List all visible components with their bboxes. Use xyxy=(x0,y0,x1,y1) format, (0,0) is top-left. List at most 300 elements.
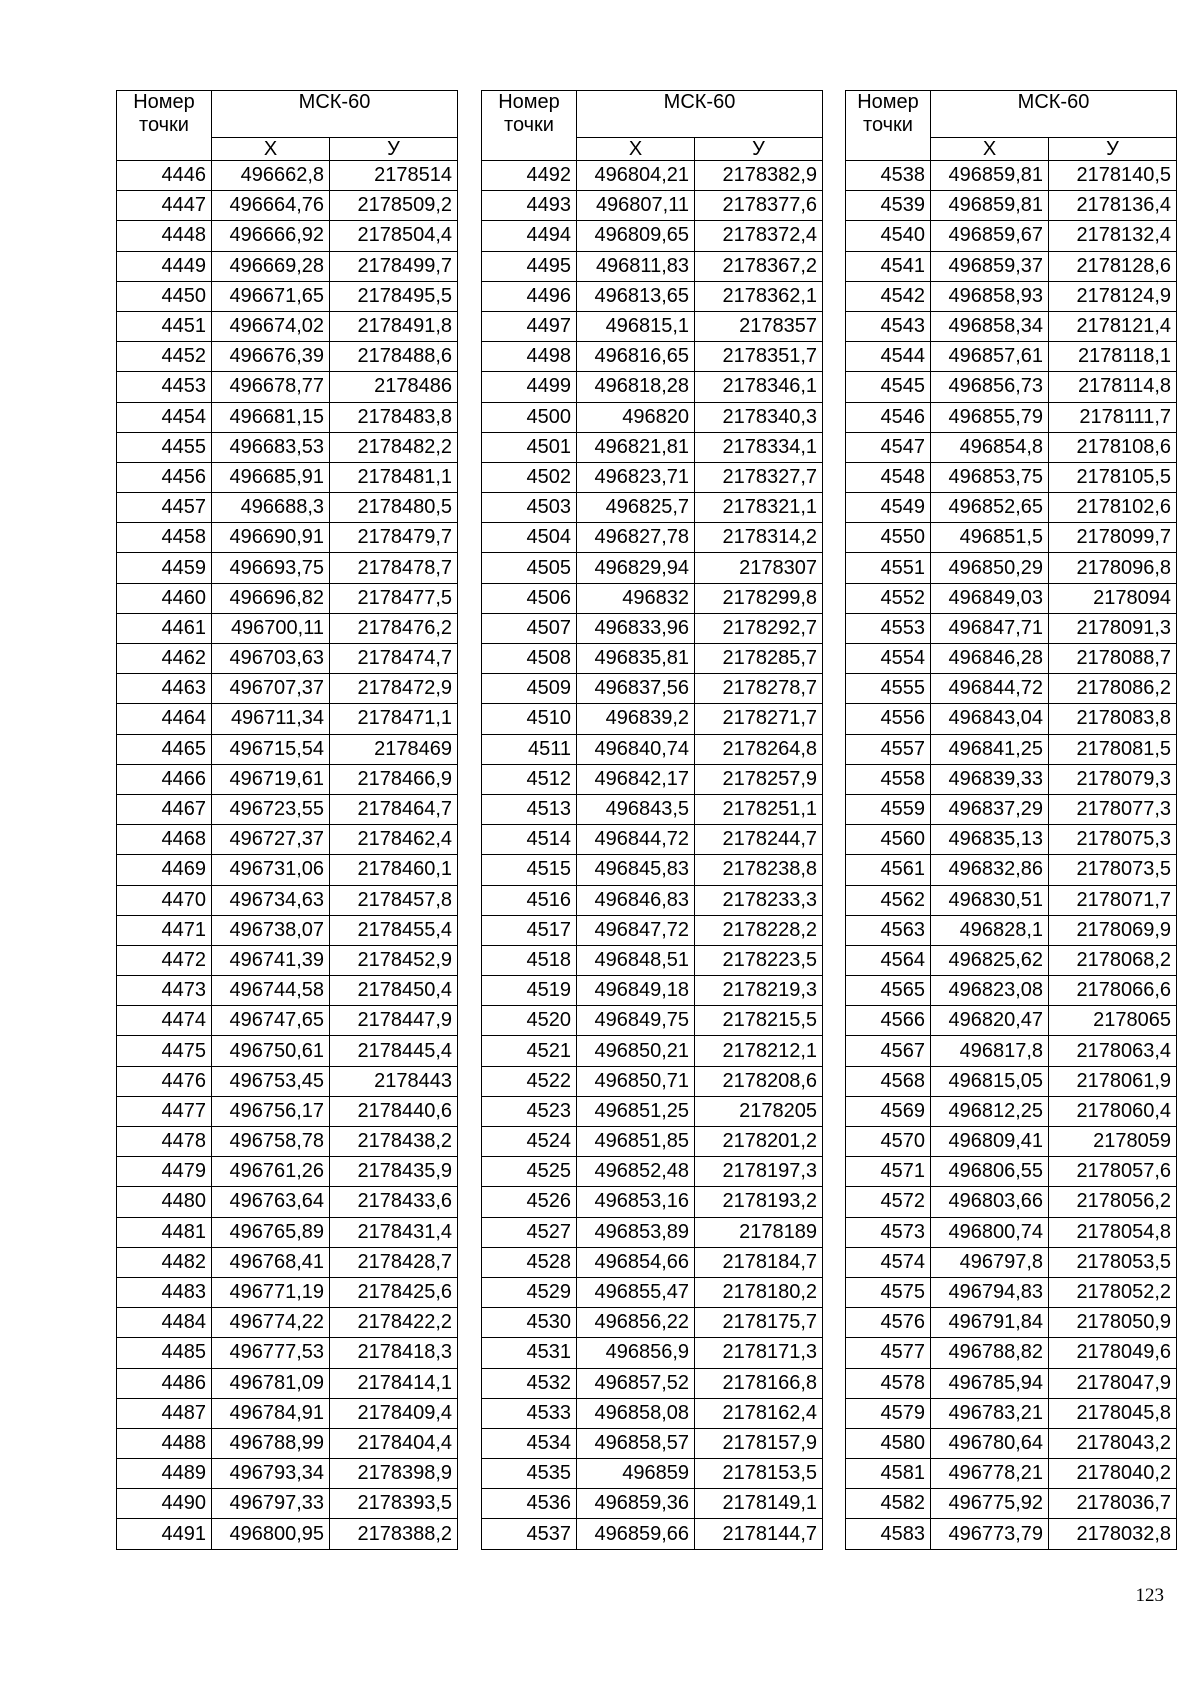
table-row xyxy=(117,191,458,221)
point-number-cell: 4521 xyxy=(482,1036,577,1066)
x-coordinate-cell: 496853,16 xyxy=(577,1187,695,1217)
table-row xyxy=(846,523,1177,553)
point-number-cell: 4575 xyxy=(846,1277,931,1307)
point-number-cell: 4571 xyxy=(846,1157,931,1187)
x-coordinate-cell: 496806,55 xyxy=(931,1157,1049,1187)
x-coordinate-cell: 496683,53 xyxy=(212,432,330,462)
y-coordinate-cell: 2178040,2 xyxy=(1049,1459,1177,1489)
x-coordinate-cell: 496768,41 xyxy=(212,1247,330,1277)
point-number-cell: 4553 xyxy=(846,613,931,643)
table-row xyxy=(117,644,458,674)
x-coordinate-cell: 496842,17 xyxy=(577,764,695,794)
point-number-cell: 4562 xyxy=(846,885,931,915)
point-number-cell: 4489 xyxy=(117,1459,212,1489)
table-row xyxy=(846,221,1177,251)
y-coordinate-cell: 2178464,7 xyxy=(330,794,458,824)
x-coordinate-cell: 496849,18 xyxy=(577,976,695,1006)
table-row xyxy=(846,583,1177,613)
y-coordinate-cell: 2178438,2 xyxy=(330,1127,458,1157)
x-coordinate-cell: 496859,81 xyxy=(931,191,1049,221)
x-coordinate-cell: 496816,65 xyxy=(577,342,695,372)
x-coordinate-cell: 496855,47 xyxy=(577,1277,695,1307)
table-row xyxy=(846,945,1177,975)
point-number-cell: 4536 xyxy=(482,1489,577,1519)
x-coordinate-cell: 496707,37 xyxy=(212,674,330,704)
x-coordinate-cell: 496800,95 xyxy=(212,1519,330,1549)
table-row xyxy=(482,1338,823,1368)
table-row xyxy=(482,221,823,251)
point-number-cell: 4483 xyxy=(117,1277,212,1307)
point-number-cell: 4492 xyxy=(482,161,577,191)
x-coordinate-cell: 496823,08 xyxy=(931,976,1049,1006)
y-coordinate-cell: 2178351,7 xyxy=(695,342,823,372)
x-coordinate-cell: 496850,29 xyxy=(931,553,1049,583)
table-row xyxy=(117,281,458,311)
point-number-cell: 4557 xyxy=(846,734,931,764)
table-row xyxy=(846,734,1177,764)
point-number-cell: 4583 xyxy=(846,1519,931,1549)
point-number-cell: 4481 xyxy=(117,1217,212,1247)
point-number-cell: 4506 xyxy=(482,583,577,613)
table-row xyxy=(846,764,1177,794)
x-coordinate-cell: 496727,37 xyxy=(212,825,330,855)
x-coordinate-cell: 496778,21 xyxy=(931,1459,1049,1489)
point-number-cell: 4580 xyxy=(846,1428,931,1458)
point-number-cell: 4564 xyxy=(846,945,931,975)
y-coordinate-cell: 2178377,6 xyxy=(695,191,823,221)
table-row xyxy=(846,1096,1177,1126)
x-coordinate-cell: 496723,55 xyxy=(212,794,330,824)
y-coordinate-cell: 2178478,7 xyxy=(330,553,458,583)
y-coordinate-cell: 2178425,6 xyxy=(330,1277,458,1307)
y-coordinate-cell: 2178238,8 xyxy=(695,855,823,885)
y-coordinate-cell: 2178166,8 xyxy=(695,1368,823,1398)
table-row xyxy=(846,1127,1177,1157)
table-row xyxy=(482,764,823,794)
y-coordinate-cell: 2178144,7 xyxy=(695,1519,823,1549)
x-coordinate-cell: 496703,63 xyxy=(212,644,330,674)
y-coordinate-cell: 2178491,8 xyxy=(330,311,458,341)
x-coordinate-cell: 496851,5 xyxy=(931,523,1049,553)
point-number-cell: 4544 xyxy=(846,342,931,372)
point-number-cell: 4505 xyxy=(482,553,577,583)
x-coordinate-cell: 496719,61 xyxy=(212,764,330,794)
table-row xyxy=(482,191,823,221)
y-coordinate-cell: 2178398,9 xyxy=(330,1459,458,1489)
table-row xyxy=(846,1519,1177,1549)
table-row xyxy=(846,281,1177,311)
table-row xyxy=(482,704,823,734)
point-number-cell: 4530 xyxy=(482,1308,577,1338)
table-row xyxy=(117,1338,458,1368)
x-coordinate-cell: 496843,04 xyxy=(931,704,1049,734)
point-number-cell: 4513 xyxy=(482,794,577,824)
table-row xyxy=(482,583,823,613)
point-number-cell: 4482 xyxy=(117,1247,212,1277)
point-number-cell: 4537 xyxy=(482,1519,577,1549)
table-row xyxy=(846,1247,1177,1277)
x-coordinate-cell: 496851,85 xyxy=(577,1127,695,1157)
x-coordinate-cell: 496753,45 xyxy=(212,1066,330,1096)
x-coordinate-cell: 496845,83 xyxy=(577,855,695,885)
y-coordinate-cell: 2178440,6 xyxy=(330,1096,458,1126)
y-coordinate-cell: 2178066,6 xyxy=(1049,976,1177,1006)
point-number-cell: 4464 xyxy=(117,704,212,734)
y-coordinate-cell: 2178292,7 xyxy=(695,613,823,643)
table-row xyxy=(117,1308,458,1338)
table-row xyxy=(482,885,823,915)
point-number-cell: 4469 xyxy=(117,855,212,885)
y-coordinate-cell: 2178278,7 xyxy=(695,674,823,704)
x-coordinate-cell: 496818,28 xyxy=(577,372,695,402)
y-coordinate-cell: 2178219,3 xyxy=(695,976,823,1006)
table-row xyxy=(117,1428,458,1458)
y-coordinate-cell: 2178197,3 xyxy=(695,1157,823,1187)
point-number-cell: 4524 xyxy=(482,1127,577,1157)
y-coordinate-cell: 2178061,9 xyxy=(1049,1066,1177,1096)
table-row xyxy=(846,251,1177,281)
table-row xyxy=(482,342,823,372)
x-coordinate-cell: 496674,02 xyxy=(212,311,330,341)
y-coordinate-cell: 2178124,9 xyxy=(1049,281,1177,311)
table-row xyxy=(482,493,823,523)
point-number-cell: 4477 xyxy=(117,1096,212,1126)
table-row xyxy=(482,1127,823,1157)
y-coordinate-cell: 2178036,7 xyxy=(1049,1489,1177,1519)
point-number-cell: 4538 xyxy=(846,161,931,191)
x-coordinate-cell: 496775,92 xyxy=(931,1489,1049,1519)
y-coordinate-cell: 2178482,2 xyxy=(330,432,458,462)
point-number-cell: 4551 xyxy=(846,553,931,583)
point-number-cell: 4525 xyxy=(482,1157,577,1187)
x-coordinate-cell: 496741,39 xyxy=(212,945,330,975)
x-coordinate-cell: 496855,79 xyxy=(931,402,1049,432)
x-coordinate-cell: 496846,28 xyxy=(931,644,1049,674)
y-coordinate-cell: 2178136,4 xyxy=(1049,191,1177,221)
table-row xyxy=(846,1006,1177,1036)
table-row xyxy=(117,915,458,945)
coordinates-table-1 xyxy=(116,90,458,1550)
x-coordinate-cell: 496843,5 xyxy=(577,794,695,824)
y-coordinate-cell: 2178073,5 xyxy=(1049,855,1177,885)
y-coordinate-cell: 2178299,8 xyxy=(695,583,823,613)
table-row xyxy=(482,1368,823,1398)
y-coordinate-cell: 2178189 xyxy=(695,1217,823,1247)
x-coordinate-cell: 496856,9 xyxy=(577,1338,695,1368)
y-coordinate-cell: 2178499,7 xyxy=(330,251,458,281)
y-coordinate-cell: 2178307 xyxy=(695,553,823,583)
table-row xyxy=(482,553,823,583)
x-coordinate-cell: 496820 xyxy=(577,402,695,432)
table-row xyxy=(117,704,458,734)
table-row xyxy=(846,493,1177,523)
y-coordinate-cell: 2178068,2 xyxy=(1049,945,1177,975)
point-number-header-line1: Номер xyxy=(857,91,919,113)
point-number-cell: 4501 xyxy=(482,432,577,462)
x-coordinate-cell: 496841,25 xyxy=(931,734,1049,764)
table-row xyxy=(482,462,823,492)
point-number-cell: 4476 xyxy=(117,1066,212,1096)
x-coordinate-cell: 496807,11 xyxy=(577,191,695,221)
point-number-cell: 4543 xyxy=(846,311,931,341)
point-number-cell: 4579 xyxy=(846,1398,931,1428)
point-number-cell: 4520 xyxy=(482,1006,577,1036)
point-number-cell: 4453 xyxy=(117,372,212,402)
point-number-cell: 4576 xyxy=(846,1308,931,1338)
point-number-cell: 4555 xyxy=(846,674,931,704)
x-coordinate-cell: 496758,78 xyxy=(212,1127,330,1157)
coordinate-system-header: МСК-60 xyxy=(931,91,1177,138)
table-row xyxy=(117,402,458,432)
point-number-cell: 4475 xyxy=(117,1036,212,1066)
y-coordinate-cell: 2178212,1 xyxy=(695,1036,823,1066)
y-coordinate-cell: 2178431,4 xyxy=(330,1217,458,1247)
y-coordinate-cell: 2178201,2 xyxy=(695,1127,823,1157)
table-row xyxy=(482,1217,823,1247)
y-coordinate-cell: 2178071,7 xyxy=(1049,885,1177,915)
point-number-cell: 4447 xyxy=(117,191,212,221)
y-coordinate-cell: 2178121,4 xyxy=(1049,311,1177,341)
point-number-cell: 4497 xyxy=(482,311,577,341)
table-row xyxy=(846,1036,1177,1066)
table-row xyxy=(846,1217,1177,1247)
point-number-cell: 4522 xyxy=(482,1066,577,1096)
point-number-header-line2: точки xyxy=(863,114,913,136)
point-number-cell: 4519 xyxy=(482,976,577,1006)
table-row xyxy=(846,1459,1177,1489)
point-number-cell: 4466 xyxy=(117,764,212,794)
table-row xyxy=(117,221,458,251)
x-coordinate-cell: 496856,73 xyxy=(931,372,1049,402)
table-row xyxy=(846,1428,1177,1458)
y-coordinate-cell: 2178180,2 xyxy=(695,1277,823,1307)
y-coordinate-cell: 2178460,1 xyxy=(330,855,458,885)
x-coordinate-cell: 496849,75 xyxy=(577,1006,695,1036)
point-number-cell: 4546 xyxy=(846,402,931,432)
y-coordinate-cell: 2178447,9 xyxy=(330,1006,458,1036)
point-number-cell: 4459 xyxy=(117,553,212,583)
point-number-cell: 4518 xyxy=(482,945,577,975)
x-coordinate-cell: 496859,36 xyxy=(577,1489,695,1519)
y-coordinate-cell: 2178321,1 xyxy=(695,493,823,523)
table-row xyxy=(482,281,823,311)
y-coordinate-cell: 2178285,7 xyxy=(695,644,823,674)
table-row xyxy=(117,613,458,643)
x-coordinate-cell: 496854,66 xyxy=(577,1247,695,1277)
x-coordinate-cell: 496681,15 xyxy=(212,402,330,432)
y-coordinate-cell: 2178069,9 xyxy=(1049,915,1177,945)
x-coordinate-cell: 496738,07 xyxy=(212,915,330,945)
point-number-cell: 4484 xyxy=(117,1308,212,1338)
y-coordinate-cell: 2178495,5 xyxy=(330,281,458,311)
x-coordinate-cell: 496715,54 xyxy=(212,734,330,764)
point-number-cell: 4547 xyxy=(846,432,931,462)
table-row xyxy=(117,825,458,855)
point-number-cell: 4478 xyxy=(117,1127,212,1157)
point-number-cell: 4516 xyxy=(482,885,577,915)
point-number-cell: 4494 xyxy=(482,221,577,251)
y-coordinate-cell: 2178474,7 xyxy=(330,644,458,674)
x-coordinate-cell: 496844,72 xyxy=(931,674,1049,704)
y-coordinate-cell: 2178264,8 xyxy=(695,734,823,764)
y-column-header: У xyxy=(330,138,458,161)
y-coordinate-cell: 2178450,4 xyxy=(330,976,458,1006)
point-number-cell: 4493 xyxy=(482,191,577,221)
y-coordinate-cell: 2178193,2 xyxy=(695,1187,823,1217)
point-number-cell: 4457 xyxy=(117,493,212,523)
point-number-cell: 4473 xyxy=(117,976,212,1006)
point-number-cell: 4490 xyxy=(117,1489,212,1519)
x-coordinate-cell: 496784,91 xyxy=(212,1398,330,1428)
x-coordinate-cell: 496827,78 xyxy=(577,523,695,553)
x-coordinate-cell: 496693,75 xyxy=(212,553,330,583)
point-number-cell: 4558 xyxy=(846,764,931,794)
point-number-cell: 4449 xyxy=(117,251,212,281)
table-row xyxy=(846,885,1177,915)
table-row xyxy=(117,945,458,975)
y-coordinate-cell: 2178118,1 xyxy=(1049,342,1177,372)
y-coordinate-cell: 2178382,9 xyxy=(695,161,823,191)
x-coordinate-cell: 496744,58 xyxy=(212,976,330,1006)
table-row xyxy=(482,1066,823,1096)
y-coordinate-cell: 2178457,8 xyxy=(330,885,458,915)
point-number-cell: 4548 xyxy=(846,462,931,492)
x-coordinate-cell: 496821,81 xyxy=(577,432,695,462)
y-coordinate-cell: 2178257,9 xyxy=(695,764,823,794)
y-coordinate-cell: 2178047,9 xyxy=(1049,1368,1177,1398)
coordinate-system-header: МСК-60 xyxy=(577,91,823,138)
y-coordinate-cell: 2178059 xyxy=(1049,1127,1177,1157)
point-number-cell: 4542 xyxy=(846,281,931,311)
table-row xyxy=(117,493,458,523)
coordinates-table-3 xyxy=(845,90,1177,1550)
table-row xyxy=(482,945,823,975)
x-coordinate-cell: 496761,26 xyxy=(212,1157,330,1187)
table-row xyxy=(482,1096,823,1126)
table-row xyxy=(117,1066,458,1096)
x-coordinate-cell: 496851,25 xyxy=(577,1096,695,1126)
point-number-cell: 4559 xyxy=(846,794,931,824)
y-coordinate-cell: 2178223,5 xyxy=(695,945,823,975)
point-number-cell: 4510 xyxy=(482,704,577,734)
point-number-cell: 4567 xyxy=(846,1036,931,1066)
x-coordinate-cell: 496812,25 xyxy=(931,1096,1049,1126)
point-number-cell: 4529 xyxy=(482,1277,577,1307)
y-coordinate-cell: 2178477,5 xyxy=(330,583,458,613)
table-row xyxy=(117,1368,458,1398)
point-number-cell: 4480 xyxy=(117,1187,212,1217)
y-coordinate-cell: 2178114,8 xyxy=(1049,372,1177,402)
point-number-cell: 4523 xyxy=(482,1096,577,1126)
point-number-header-line2: точки xyxy=(139,114,189,136)
y-coordinate-cell: 2178466,9 xyxy=(330,764,458,794)
x-coordinate-cell: 496844,72 xyxy=(577,825,695,855)
table-row xyxy=(846,402,1177,432)
y-coordinate-cell: 2178083,8 xyxy=(1049,704,1177,734)
x-coordinate-cell: 496671,65 xyxy=(212,281,330,311)
point-number-cell: 4495 xyxy=(482,251,577,281)
point-number-cell: 4452 xyxy=(117,342,212,372)
point-number-cell: 4514 xyxy=(482,825,577,855)
point-number-cell: 4458 xyxy=(117,523,212,553)
x-coordinate-cell: 496858,93 xyxy=(931,281,1049,311)
table-row xyxy=(117,764,458,794)
x-coordinate-cell: 496859,66 xyxy=(577,1519,695,1549)
y-coordinate-cell: 2178065 xyxy=(1049,1006,1177,1036)
y-coordinate-cell: 2178057,6 xyxy=(1049,1157,1177,1187)
point-number-cell: 4563 xyxy=(846,915,931,945)
x-coordinate-cell: 496832 xyxy=(577,583,695,613)
point-number-header-line1: Номер xyxy=(498,91,560,113)
table-row xyxy=(117,1217,458,1247)
table-row xyxy=(846,462,1177,492)
y-coordinate-cell: 2178228,2 xyxy=(695,915,823,945)
x-coordinate-cell: 496846,83 xyxy=(577,885,695,915)
table-row xyxy=(117,251,458,281)
point-number-cell: 4465 xyxy=(117,734,212,764)
table-row xyxy=(482,794,823,824)
y-coordinate-cell: 2178346,1 xyxy=(695,372,823,402)
x-coordinate-cell: 496696,82 xyxy=(212,583,330,613)
x-coordinate-cell: 496781,09 xyxy=(212,1368,330,1398)
y-coordinate-cell: 2178099,7 xyxy=(1049,523,1177,553)
point-number-cell: 4461 xyxy=(117,613,212,643)
point-number-cell: 4474 xyxy=(117,1006,212,1036)
point-number-cell: 4572 xyxy=(846,1187,931,1217)
x-coordinate-cell: 496664,76 xyxy=(212,191,330,221)
table-row xyxy=(482,1398,823,1428)
table-row xyxy=(482,1428,823,1458)
table-row xyxy=(846,915,1177,945)
point-number-cell: 4533 xyxy=(482,1398,577,1428)
x-coordinate-cell: 496662,8 xyxy=(212,161,330,191)
y-coordinate-cell: 2178476,2 xyxy=(330,613,458,643)
x-coordinate-cell: 496840,74 xyxy=(577,734,695,764)
point-number-cell: 4554 xyxy=(846,644,931,674)
point-number-cell: 4535 xyxy=(482,1459,577,1489)
x-coordinate-cell: 496835,13 xyxy=(931,825,1049,855)
table-row xyxy=(117,1247,458,1277)
y-coordinate-cell: 2178422,2 xyxy=(330,1308,458,1338)
table-row xyxy=(482,523,823,553)
table-row xyxy=(482,251,823,281)
x-coordinate-cell: 496763,64 xyxy=(212,1187,330,1217)
table-row xyxy=(482,311,823,341)
point-number-cell: 4502 xyxy=(482,462,577,492)
table-row xyxy=(482,1277,823,1307)
table-row xyxy=(482,825,823,855)
x-coordinate-cell: 496688,3 xyxy=(212,493,330,523)
table-row xyxy=(846,342,1177,372)
x-coordinate-cell: 496820,47 xyxy=(931,1006,1049,1036)
y-coordinate-cell: 2178435,9 xyxy=(330,1157,458,1187)
point-number-cell: 4566 xyxy=(846,1006,931,1036)
y-coordinate-cell: 2178334,1 xyxy=(695,432,823,462)
table-row xyxy=(846,644,1177,674)
x-coordinate-cell: 496734,63 xyxy=(212,885,330,915)
x-coordinate-cell: 496847,71 xyxy=(931,613,1049,643)
x-coordinate-cell: 496788,82 xyxy=(931,1338,1049,1368)
table-row xyxy=(117,523,458,553)
x-coordinate-cell: 496666,92 xyxy=(212,221,330,251)
point-number-cell: 4451 xyxy=(117,311,212,341)
x-coordinate-cell: 496815,05 xyxy=(931,1066,1049,1096)
y-coordinate-cell: 2178054,8 xyxy=(1049,1217,1177,1247)
table-row xyxy=(482,1157,823,1187)
y-coordinate-cell: 2178418,3 xyxy=(330,1338,458,1368)
table-row xyxy=(117,161,458,191)
table-row xyxy=(117,311,458,341)
